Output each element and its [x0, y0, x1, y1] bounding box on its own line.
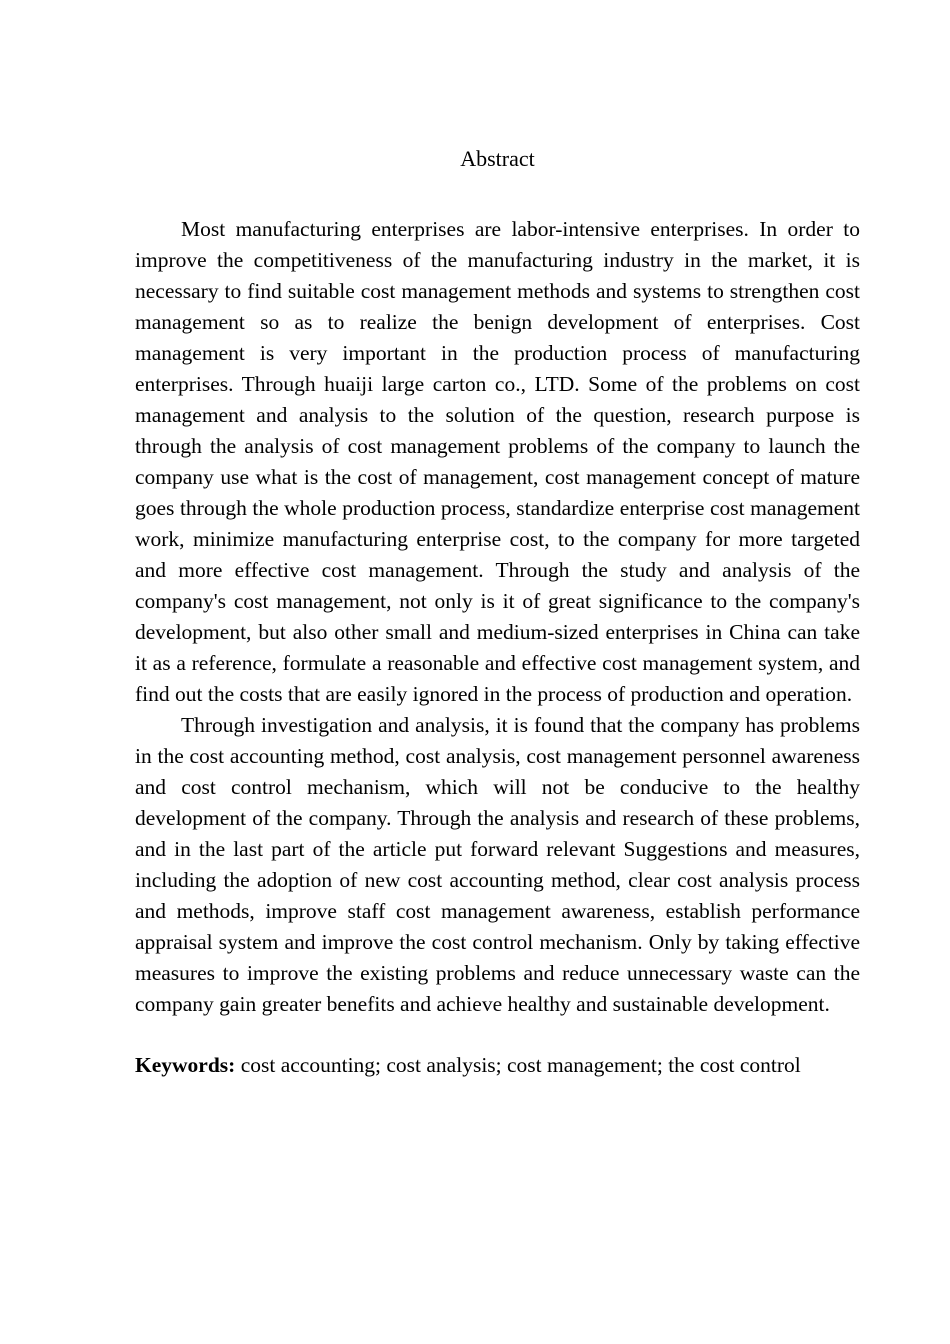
- document-content: [135, 0, 860, 1081]
- keywords-label: Keywords:: [135, 1053, 236, 1078]
- abstract-paragraph-1: Most manufacturing enterprises are labor-intensive enterprises. In order to improve the competitiveness of the manufacturing industry in the market, it is necessary to find suitable cost management methods and systems to strengthen cost management so as to realize the benign development of enterprises. Cost management is very important in the production process of manufacturing enterprises. Through huaiji large carton co., LTD. Some of the problems on cost management and analysis to the solution of the question, research purpose is through the analysis of cost management problems of the company to launch the company use what is the cost of management, cost management concept of mature goes through the whole production process, standardize enterprise cost management work, minimize manufacturing enterprise cost, to the company for more targeted and more effective cost management. Through the study and analysis of the company's cost management, not only is it of great significance to the company's development, but also other small and medium-sized enterprises in China can take it as a reference, formulate a reasonable and effective cost management system, and find out the costs that are easily ignored in the process of production and operation.: [135, 217, 860, 707]
- page-title: Abstract: [460, 146, 535, 171]
- keywords-line: [135, 1050, 860, 1081]
- keywords-value: cost accounting; cost analysis; cost management; the cost control: [235, 1053, 801, 1078]
- abstract-paragraph-2: Through investigation and analysis, it is found that the company has problems in the cost accounting method, cost analysis, cost management personnel awareness and cost control mechanism, which will not be conducive to the healthy development of the company. Through the analysis and research of these problems, and in the last part of the article put forward relevant Suggestions and measures, including the adoption of new cost accounting method, clear cost analysis process and methods, improve staff cost management awareness, establish performance appraisal system and improve the cost control mechanism. Only by taking effective measures to improve the existing problems and reduce unnecessary waste can the company gain greater benefits and achieve healthy and sustainable development.: [135, 713, 860, 1017]
